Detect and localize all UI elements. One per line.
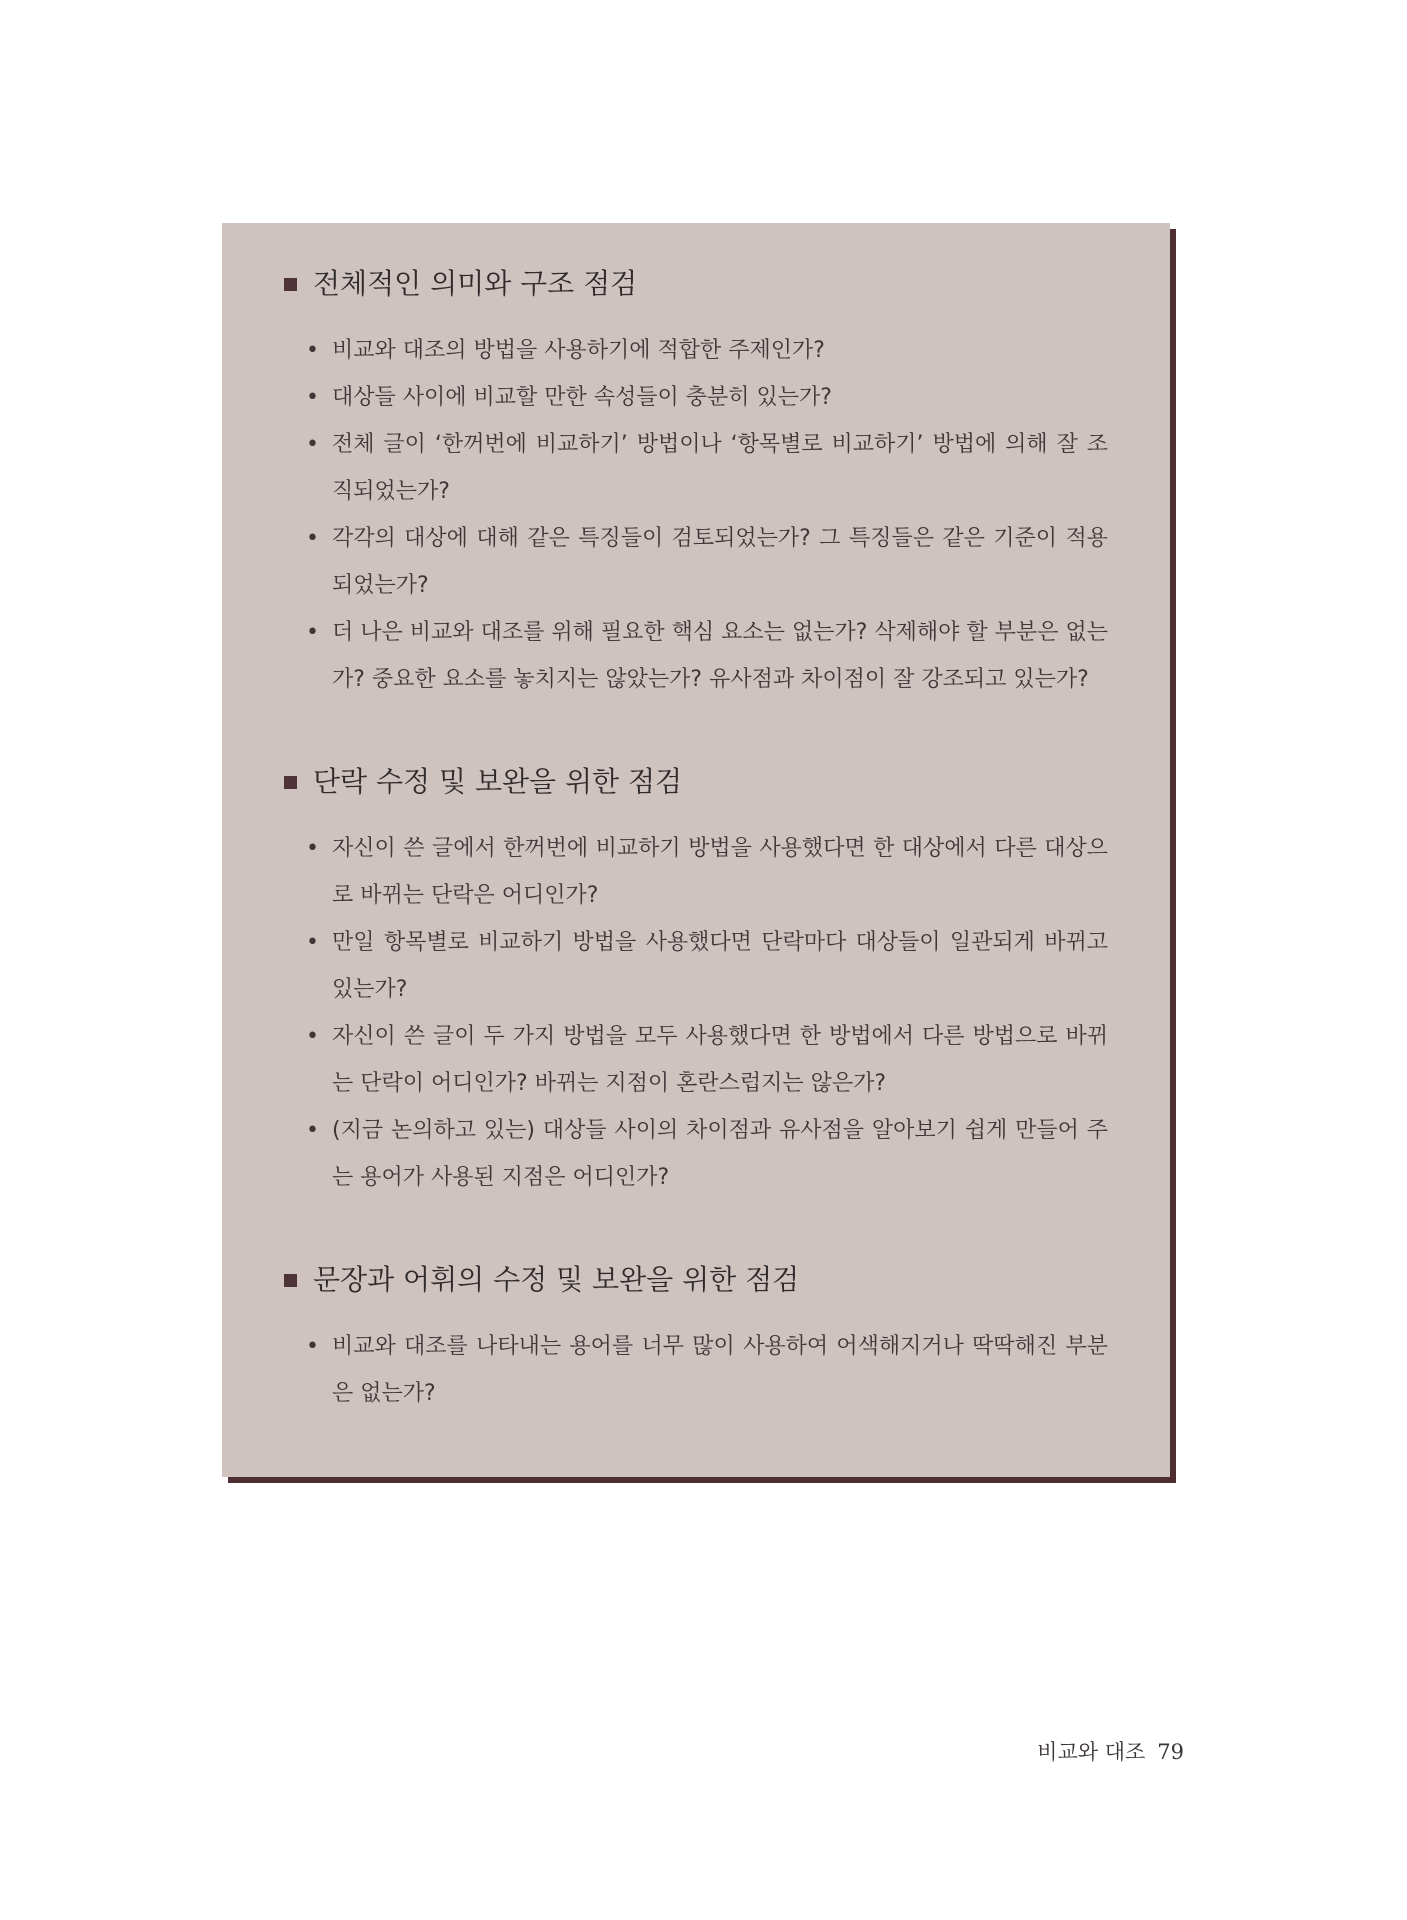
- checklist-box: [222, 223, 1170, 1477]
- checklist-item-text: 더 나은 비교와 대조를 위해 필요한 핵심 요소는 없는가? 삭제해야 할 부분은 없는가? 중요한 요소를 놓치지는 않았는가? 유사점과 차이점이 잘 강조되고 있는가?: [332, 620, 1108, 692]
- checklist-item-text: 전체 글이 ‘한꺼번에 비교하기’ 방법이나 ‘항목별로 비교하기’ 방법에 의해 잘 조직되었는가?: [332, 432, 1108, 504]
- bullet-icon: •: [306, 1118, 319, 1143]
- square-bullet-icon: [284, 776, 297, 789]
- checklist-item-text: 비교와 대조의 방법을 사용하기에 적합한 주제인가?: [332, 338, 825, 363]
- bullet-icon: •: [306, 836, 319, 861]
- section-heading-text: 문장과 어휘의 수정 및 보완을 위한 점검: [313, 1263, 800, 1296]
- checklist-item: [284, 1107, 1108, 1201]
- checklist-item: [284, 919, 1108, 1013]
- checklist-item: [284, 421, 1108, 515]
- page-number: 79: [1157, 1740, 1184, 1764]
- checklist-item-text: 자신이 쓴 글이 두 가지 방법을 모두 사용했다면 한 방법에서 다른 방법으로 바뀌는 단락이 어디인가? 바뀌는 지점이 혼란스럽지는 않은가?: [332, 1024, 1108, 1096]
- checklist-item: [284, 515, 1108, 609]
- checklist-item: [284, 1013, 1108, 1107]
- checklist-item: [284, 374, 1108, 421]
- section-paragraph-check: [284, 757, 1108, 1201]
- section-heading: [284, 259, 1108, 309]
- square-bullet-icon: [284, 278, 297, 291]
- bullet-icon: •: [306, 930, 319, 955]
- checklist-item: [284, 825, 1108, 919]
- bullet-icon: •: [306, 620, 319, 645]
- checklist-items: [284, 327, 1108, 703]
- checklist-items: [284, 1323, 1108, 1417]
- checklist-item-text: 대상들 사이에 비교할 만한 속성들이 충분히 있는가?: [332, 385, 832, 410]
- chapter-title: 비교와 대조: [1037, 1740, 1146, 1764]
- checklist-item-text: (지금 논의하고 있는) 대상들 사이의 차이점과 유사점을 알아보기 쉽게 만들어 주는 용어가 사용된 지점은 어디인가?: [332, 1118, 1108, 1190]
- checklist-item: [284, 1323, 1108, 1417]
- checklist-items: [284, 825, 1108, 1201]
- bullet-icon: •: [306, 338, 319, 363]
- section-overall-check: [284, 259, 1108, 703]
- page-footer: [1037, 1736, 1184, 1766]
- checklist-item-text: 자신이 쓴 글에서 한꺼번에 비교하기 방법을 사용했다면 한 대상에서 다른 대상으로 바뀌는 단락은 어디인가?: [332, 836, 1108, 908]
- square-bullet-icon: [284, 1274, 297, 1287]
- section-heading: [284, 757, 1108, 807]
- section-sentence-vocabulary-check: [284, 1255, 1108, 1417]
- checklist-item-text: 각각의 대상에 대해 같은 특징들이 검토되었는가? 그 특징들은 같은 기준이 적용되었는가?: [332, 526, 1108, 598]
- checklist-item: [284, 609, 1108, 703]
- checklist-item-text: 비교와 대조를 나타내는 용어를 너무 많이 사용하여 어색해지거나 딱딱해진 부분은 없는가?: [332, 1334, 1108, 1406]
- bullet-icon: •: [306, 1334, 319, 1359]
- section-heading-text: 단락 수정 및 보완을 위한 점검: [313, 765, 683, 798]
- bullet-icon: •: [306, 432, 319, 457]
- bullet-icon: •: [306, 526, 319, 551]
- section-heading: [284, 1255, 1108, 1305]
- bullet-icon: •: [306, 1024, 319, 1049]
- bullet-icon: •: [306, 385, 319, 410]
- section-heading-text: 전체적인 의미와 구조 점검: [313, 267, 638, 300]
- checklist-item-text: 만일 항목별로 비교하기 방법을 사용했다면 단락마다 대상들이 일관되게 바뀌고 있는가?: [332, 930, 1108, 1002]
- checklist-item: [284, 327, 1108, 374]
